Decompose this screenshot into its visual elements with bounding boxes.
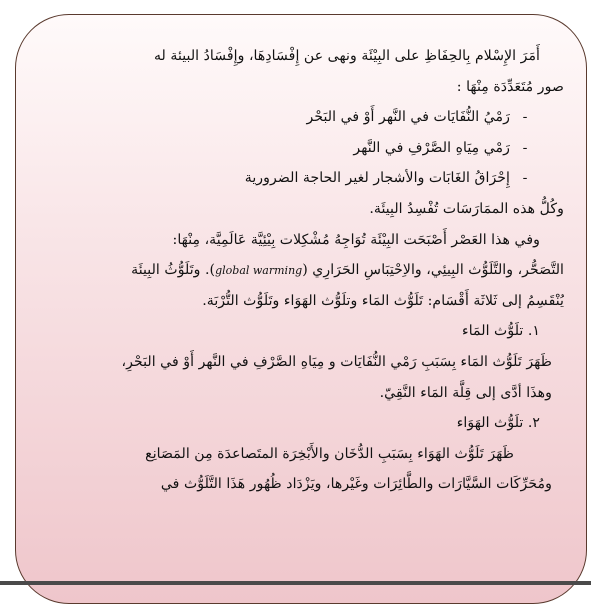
section-heading-water: ١. تلَوُّث المَاء	[42, 316, 564, 347]
dash-bullet: -	[510, 163, 540, 194]
paragraph-challenges-line-1: وفي هذا العَصْر أَصْبَحَت البِيْئَة تُوَاجِهُ مُشْكِلات بِيْئِيَّة عَالَمِيَّة، مِنْهَا:	[42, 225, 564, 256]
list-item	[42, 163, 564, 194]
closing-line: وكُلُّ هذه الممَارَسَات تُفْسِدُ البِيئَة.	[42, 194, 564, 225]
lesson-text	[42, 41, 564, 500]
lesson-card	[15, 14, 587, 604]
section-air-line-2: ومُحَرِّكَات السَّيَّارَات والطَّائِرَات وغَيْرها، ويَزْدَاد ظُهُور هَذَا التَّلَوُّث في	[42, 469, 564, 500]
section-water-line-2: وهذَا أدَّى إلى قِلَّة المَاء النَّقِيّ.	[42, 378, 564, 409]
paragraph-intro-line-1: أَمَرَ الإِسْلام بِالحِفَاظِ على البِيْئَة ونهى عن إِفْسَادِهَا، وإِفْسَادُ البيئة له	[42, 41, 564, 72]
section-air-line-1: ظَهَرَ تَلَوُّث الهَوَاء بِسَبَبِ الدُّخَان والأَبْخِرَة المتَصاعدَة مِن المَصَانِع	[42, 439, 564, 470]
paragraph-intro-line-2: صور مُتَعَدِّدَة مِنْهَا :	[42, 72, 564, 103]
english-term: global warming	[215, 264, 302, 277]
paragraph-challenges-line-2	[42, 255, 564, 286]
section-water-line-1: ظَهَرَ تَلَوُّث المَاء بِسَبَبِ رَمْي النُّفَايَات و مِيَاهِ الصَّرْفِ في النَّهر أَوْ في البَحْرِ،	[42, 347, 564, 378]
list-item-text: رَمْيُ النُّفَايَات في النَّهر أَوْ في البَحْر	[307, 109, 510, 125]
pollution-list-text-end: ). وتَلَوُّثُ البِيئَة	[131, 262, 215, 278]
list-item-text: رَمْي مِيَاهِ الصَّرْفِ في النَّهر	[353, 140, 510, 156]
dash-bullet: -	[510, 102, 540, 133]
list-item	[42, 133, 564, 164]
pollution-list-text: التَّصَحُّر، والتَّلَوُّث البِيئِي، والاِحْتِبَاسِ الحَرَارِي (	[302, 262, 564, 278]
dash-bullet: -	[510, 133, 540, 164]
list-item	[42, 102, 564, 133]
paragraph-challenges-line-3: يُنْقَسِمُ إلى ثَلاثَة أَقْسَام: تَلَوُّث المَاء وتلَوُّث الهَوَاء وتَلَوُّث التُّرْبَة.	[42, 286, 564, 317]
section-heading-air: ٢. تلَوُّث الهَوَاء	[42, 408, 564, 439]
bottom-edge-bar	[0, 581, 591, 585]
list-item-text: إِحْرَاقُ الغَابَات والأشجار لغير الحاجة الضرورية	[245, 170, 510, 186]
